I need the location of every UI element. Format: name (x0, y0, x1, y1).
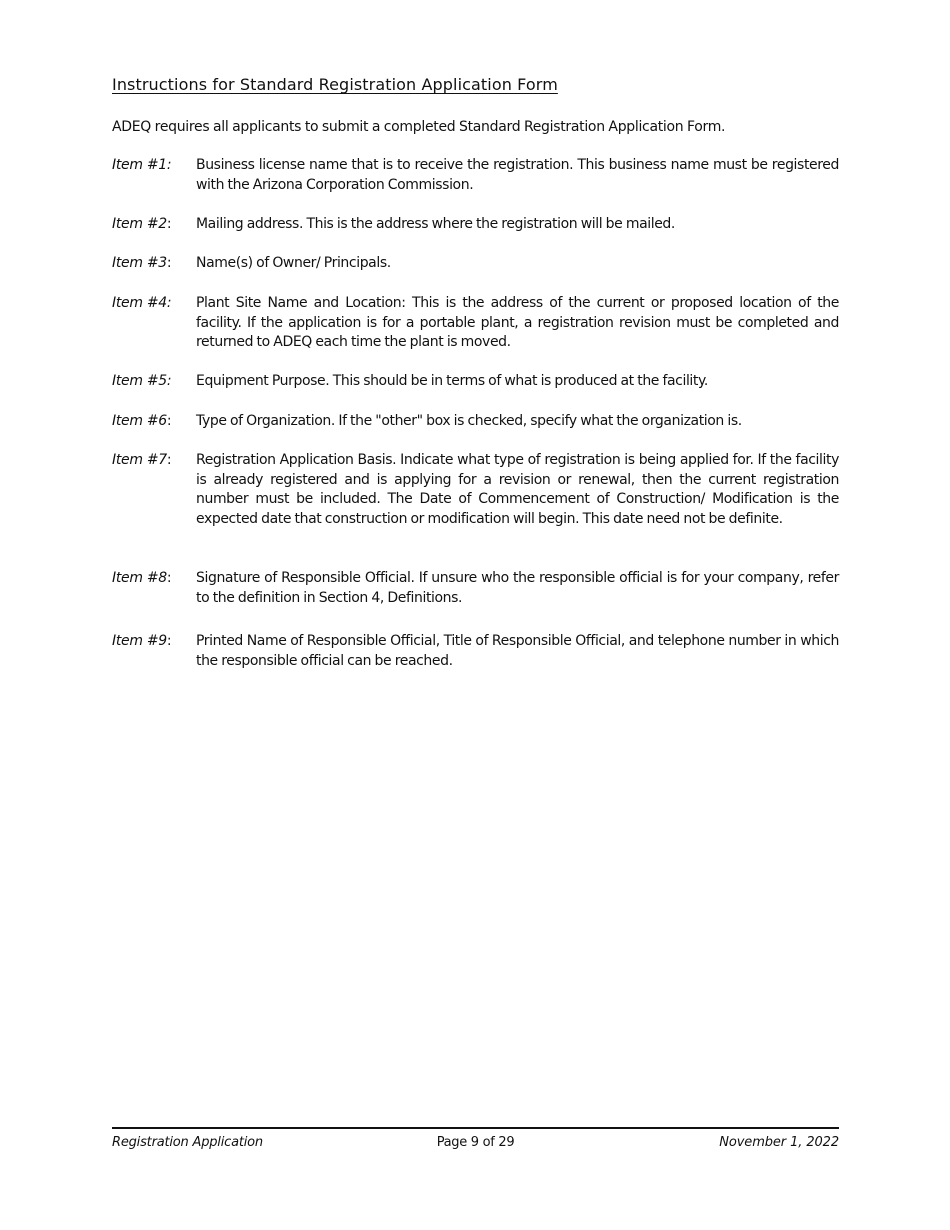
item-label: Item #2: (112, 216, 172, 232)
item-label: Item #7: (112, 452, 172, 468)
item-text: Mailing address. This is the address where the registration will be mailed. (196, 216, 675, 232)
footer-divider (112, 1127, 839, 1129)
footer-document-name: Registration Application (112, 1135, 263, 1150)
item-label: Item #4: (112, 295, 172, 311)
page-title: Instructions for Standard Registration Application Form (112, 75, 558, 94)
item-text: Name(s) of Owner/ Principals. (196, 255, 391, 271)
item-label: Item #1: (112, 157, 172, 173)
footer-date: November 1, 2022 (719, 1135, 839, 1150)
page-footer (112, 1134, 839, 1154)
item-label: Item #8: (112, 570, 172, 586)
item-label: Item #5: (112, 373, 172, 389)
item-label: Item #9: (112, 633, 172, 649)
item-text: Equipment Purpose. This should be in terms of what is produced at the facility. (196, 373, 708, 389)
item-text: Registration Application Basis. Indicate what type of registration is being applied for. If the facility is already registered and is applying for a revision or renewal, then the current registration number must be included. The Date of Commencement of Construction/ Modification is the expected date that construction or modification will begin. This date need not be definite. (196, 452, 839, 527)
item-label: Item #6: (112, 413, 172, 429)
item-text: Business license name that is to receive the registration. This business name must be registered with the Arizona Corporation Commission. (196, 157, 839, 193)
item-label: Item #3: (112, 255, 172, 271)
item-text: Type of Organization. If the "other" box is checked, specify what the organization is. (196, 413, 742, 429)
footer-page-number: Page 9 of 29 (436, 1135, 515, 1150)
intro-paragraph: ADEQ requires all applicants to submit a completed Standard Registration Application Form. (112, 119, 726, 135)
item-text: Printed Name of Responsible Official, Title of Responsible Official, and telephone number in which the responsible official can be reached. (196, 633, 839, 669)
item-text: Signature of Responsible Official. If unsure who the responsible official is for your company, refer to the definition in Section 4, Definitions. (196, 570, 839, 606)
item-text: Plant Site Name and Location: This is the address of the current or proposed location of the facility. If the application is for a portable plant, a registration revision must be completed and returned to ADEQ each time the plant is moved. (196, 295, 839, 351)
